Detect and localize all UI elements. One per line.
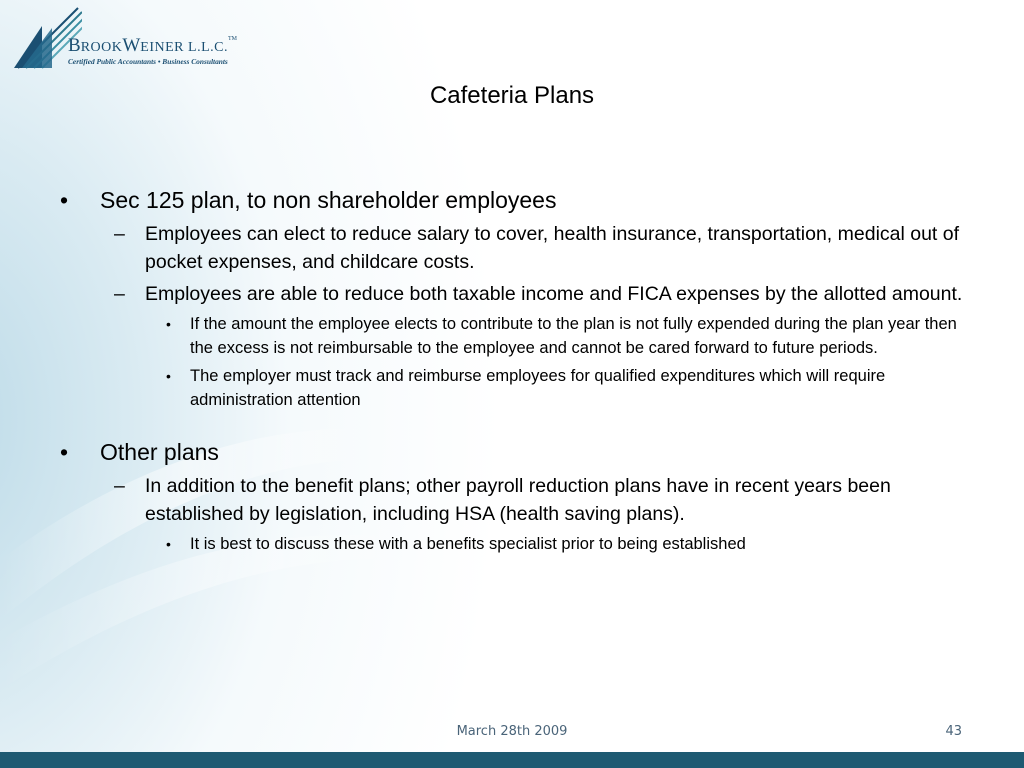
- sub-bullet-text: In addition to the benefit plans; other payroll reduction plans have in recent years been established by legislation, including HSA (health saving plans).: [145, 475, 891, 525]
- bullet-mark: •: [166, 536, 171, 552]
- logo-company-name: BROOKWEINER L.L.C.™: [68, 35, 237, 56]
- slide-content: [58, 184, 978, 556]
- footer-page-number: 43: [945, 724, 962, 739]
- sub-bullet-reduce-taxable: [58, 280, 978, 308]
- bottom-bar: [0, 752, 1024, 768]
- sub-bullet-text: Employees can elect to reduce salary to cover, health insurance, transportation, medical out of pocket expenses, and childcare costs.: [145, 223, 960, 273]
- sub-bullet-text: Employees are able to reduce both taxable income and FICA expenses by the allotted amount.: [145, 283, 963, 305]
- sub-bullet-other-payroll-plans: [58, 472, 978, 528]
- point-text: The employer must track and reimburse employees for qualified expenditures which will require administration attention: [190, 367, 886, 409]
- point-text: It is best to discuss these with a benefits specialist prior to being established: [190, 535, 746, 553]
- bullet-mark: •: [60, 187, 69, 213]
- bullet-text: Other plans: [100, 439, 219, 465]
- point-text: If the amount the employee elects to contribute to the plan is not fully expended during the plan year then the excess is not reimbursable to the employee and cannot be cared forward to future periods.: [190, 315, 957, 357]
- bullet-mark: •: [60, 439, 69, 465]
- point-not-reimbursable: [58, 312, 978, 360]
- dash-mark: –: [114, 283, 125, 305]
- sub-bullet-reduce-salary: [58, 220, 978, 276]
- logo-tagline: Certified Public Accountants • Business Consultants: [68, 57, 228, 66]
- footer-date: March 28th 2009: [456, 724, 568, 739]
- point-employer-tracking: [58, 364, 978, 412]
- point-benefits-specialist: [58, 532, 978, 556]
- bullet-mark: •: [166, 316, 171, 332]
- spacer: [58, 412, 978, 436]
- bullet-other-plans: [58, 436, 978, 468]
- bullet-text: Sec 125 plan, to non shareholder employees: [100, 187, 557, 213]
- slide-title: Cafeteria Plans: [429, 82, 595, 109]
- brand-logo: [12, 6, 242, 70]
- bullet-mark: •: [166, 368, 171, 384]
- dash-mark: –: [114, 223, 125, 245]
- bullet-sec125: [58, 184, 978, 216]
- dash-mark: –: [114, 475, 125, 497]
